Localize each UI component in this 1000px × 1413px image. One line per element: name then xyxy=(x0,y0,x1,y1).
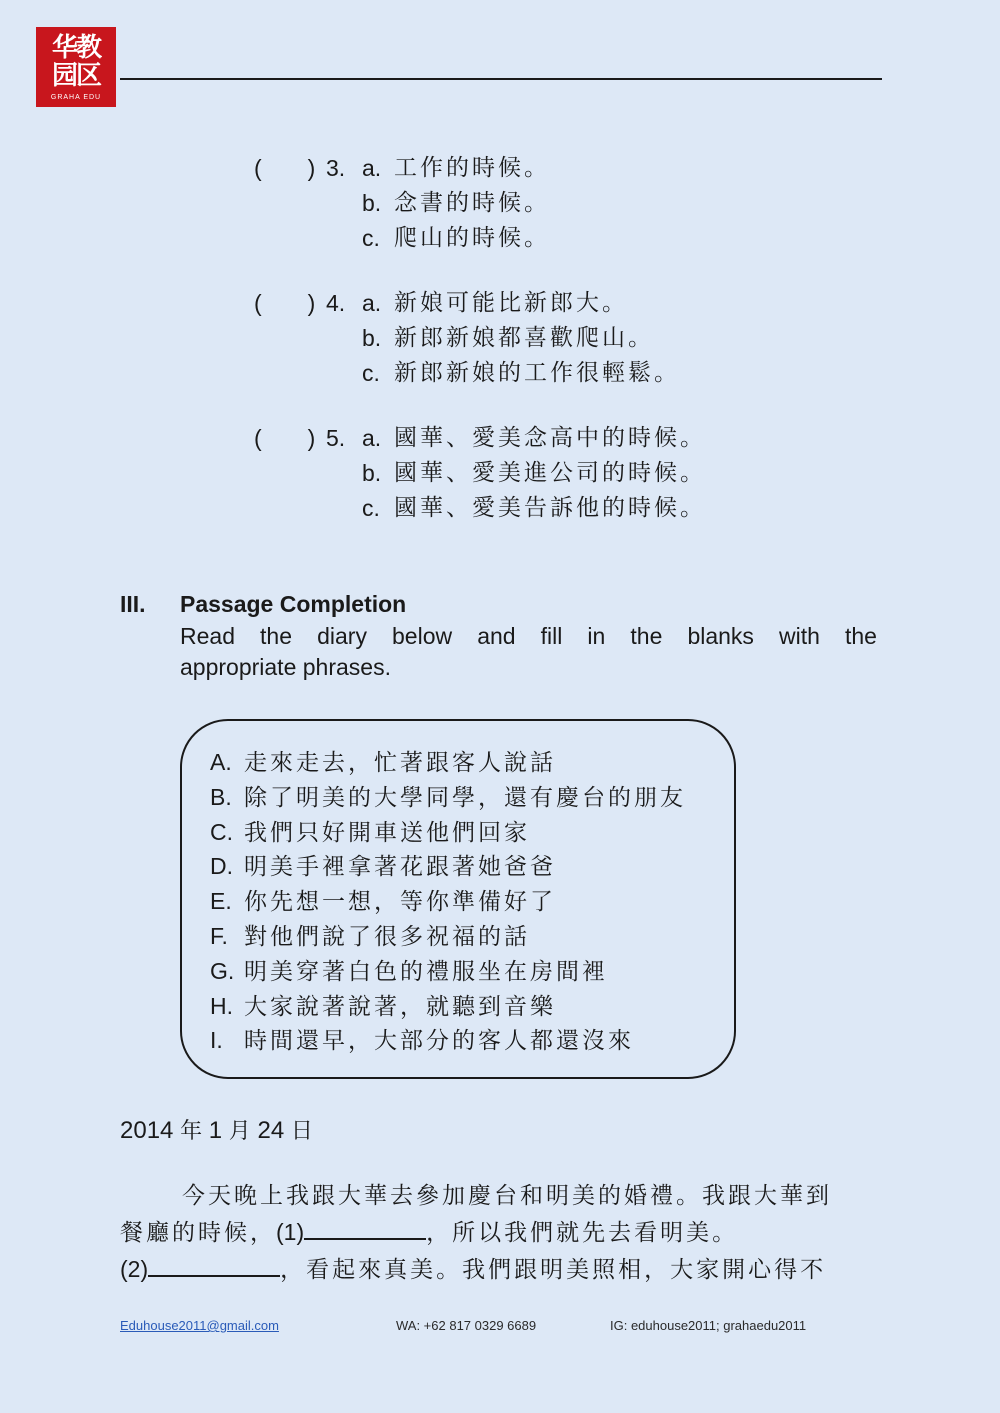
phrase-item: F. 對他們說了很多祝福的話 xyxy=(210,922,530,950)
blank-1[interactable] xyxy=(304,1218,426,1240)
option-text: 國華、愛美告訴他的時候。 xyxy=(394,495,706,521)
phrase-item: B. 除了明美的大學同學，還有慶台的朋友 xyxy=(210,783,686,811)
question-number: 5. xyxy=(326,425,346,451)
option-letter: c. xyxy=(362,225,380,251)
footer-email-link[interactable]: Eduhouse2011@gmail.com xyxy=(120,1318,279,1333)
instruction-line-1: Read the diary below and fill in the blanks with the xyxy=(180,623,877,649)
option-letter: b. xyxy=(362,190,382,216)
section-number: III. xyxy=(120,591,146,617)
option-letter: c. xyxy=(362,360,380,386)
option-text: 新娘可能比新郎大。 xyxy=(394,290,628,316)
blank-2[interactable] xyxy=(148,1255,280,1277)
diary-passage: 今天晚上我跟大華去參加慶台和明美的婚禮。我跟大華到 餐廳的時候，(1) ，所以我們就先去看明美。 (2) ，看起來真美。我們跟明美照相，大家開心得不 xyxy=(120,1183,832,1283)
footer-instagram: IG: eduhouse2011; grahaedu2011 xyxy=(610,1318,807,1333)
logo xyxy=(36,27,116,107)
blank-1-label: (1) xyxy=(276,1219,305,1245)
phrase-bank xyxy=(180,719,736,1079)
diary-date: 2014 年 1 月 24 日 xyxy=(120,1117,313,1144)
phrase-item: D. 明美手裡拿著花跟著她爸爸 xyxy=(210,853,556,881)
option-letter: a. xyxy=(362,155,382,181)
option-text: 念書的時候。 xyxy=(394,190,550,216)
option-text: 爬山的時候。 xyxy=(394,225,550,251)
logo-brand: GRAHA EDU xyxy=(50,93,102,101)
question-5 xyxy=(254,421,706,526)
phrase-item: C. 我們只好開車送他們回家 xyxy=(210,818,530,846)
option-text: 工作的時候。 xyxy=(394,155,550,181)
option-text: 國華、愛美念高中的時候。 xyxy=(394,425,706,451)
option-letter: b. xyxy=(362,325,382,351)
answer-paren: ( ) xyxy=(254,155,316,181)
question-number: 3. xyxy=(326,155,346,181)
blank-2-label: (2) xyxy=(120,1256,149,1282)
option-text: 國華、愛美進公司的時候。 xyxy=(394,460,706,486)
header-rule xyxy=(120,78,882,80)
phrase-item: A. 走來走去，忙著跟客人說話 xyxy=(210,749,556,776)
phrase-item: E. 你先想一想，等你準備好了 xyxy=(210,888,556,916)
logo-seal: 华教 园区 xyxy=(51,32,100,91)
question-4 xyxy=(254,286,680,391)
section-instruction xyxy=(180,621,877,683)
section-title: Passage Completion xyxy=(180,591,407,617)
option-letter: b. xyxy=(362,460,382,486)
question-3 xyxy=(254,151,550,256)
phrase-item: I. 時間還早，大部分的客人都還沒來 xyxy=(210,1027,634,1055)
option-letter: a. xyxy=(362,425,382,451)
question-number: 4. xyxy=(326,290,346,316)
option-text: 新郎新娘都喜歡爬山。 xyxy=(394,325,654,351)
phrase-item: G. 明美穿著白色的禮服坐在房間裡 xyxy=(210,957,608,985)
phrase-item: H. 大家說著說著，就聽到音樂 xyxy=(210,992,556,1020)
footer-whatsapp: WA: +62 817 0329 6689 xyxy=(396,1318,537,1333)
instruction-line-2: appropriate phrases. xyxy=(180,654,391,680)
option-letter: c. xyxy=(362,495,380,521)
option-letter: a. xyxy=(362,290,382,316)
passage-line: 今天晚上我跟大華去參加慶台和明美的婚禮。我跟大華到 xyxy=(182,1183,832,1209)
answer-paren: ( ) xyxy=(254,290,316,316)
option-text: 新郎新娘的工作很輕鬆。 xyxy=(394,360,680,386)
answer-paren: ( ) xyxy=(254,425,316,451)
